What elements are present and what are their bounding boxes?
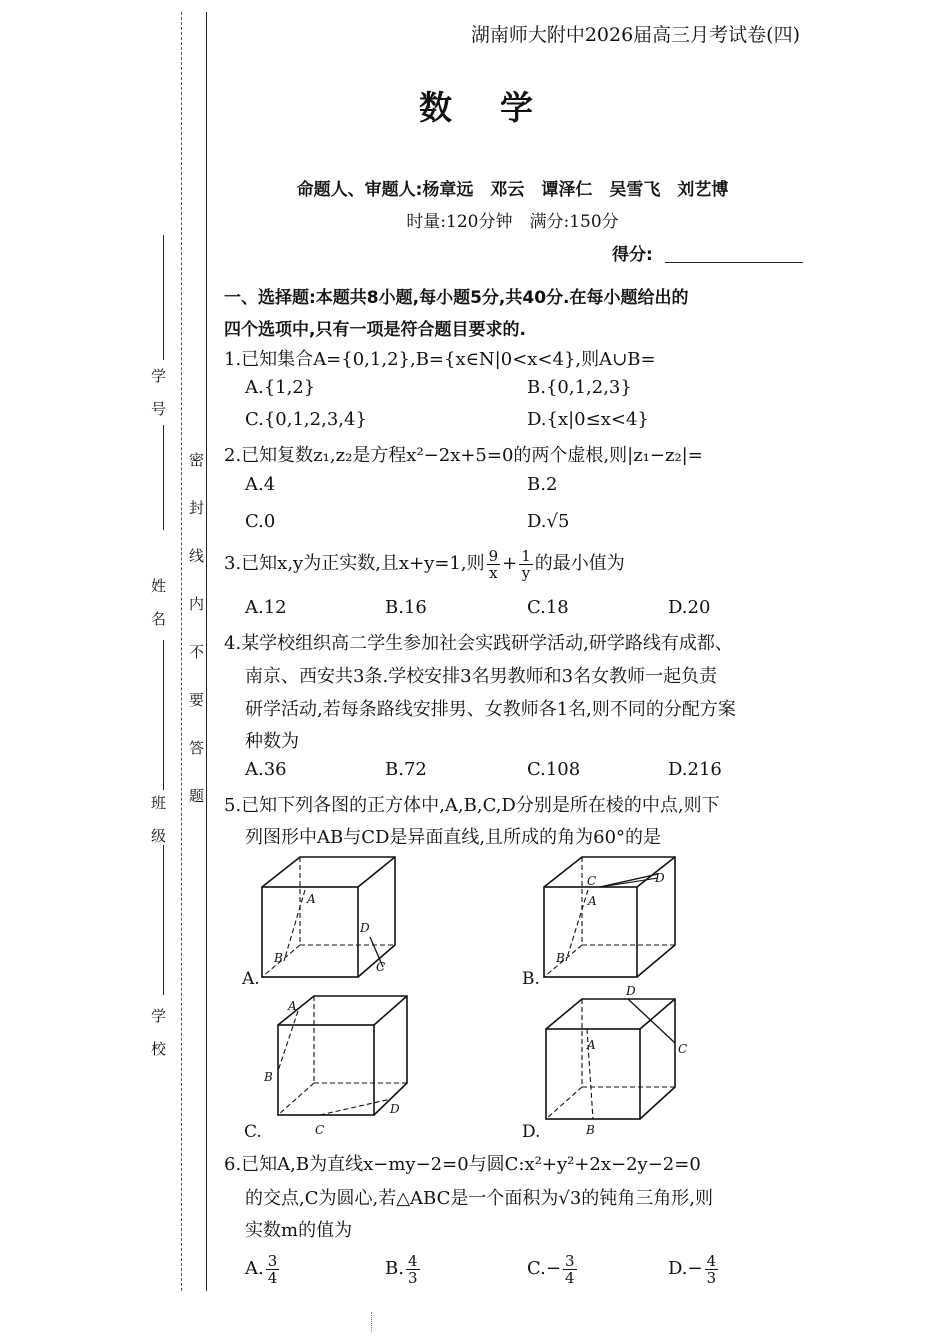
page-bottom-dots (371, 1312, 372, 1332)
section1-line2: 四个选项中,只有一项是符合题目要求的. (224, 320, 526, 340)
q4-option-d[interactable]: D.216 (668, 759, 722, 780)
q6-c-num: 3 (564, 1251, 575, 1270)
fig-b-point-a: A (588, 894, 597, 908)
q6-line-2: 的交点,C为圆心,若△ABC是一个面积为√3的钝角三角形,则 (245, 1188, 714, 1209)
student-id-line (163, 235, 164, 360)
q1-stem-math: A={0,1,2},B={x∈N|0<x<4},则A∪B= (313, 349, 656, 370)
q3-stem-a: 3.已知x,y为正实数,且x+y=1,则 (224, 553, 485, 574)
q3-frac1-den: x (489, 563, 498, 582)
q6-d-frac (705, 1253, 719, 1286)
q6-line-3: 实数m的值为 (245, 1220, 353, 1241)
q2-option-a[interactable]: A.4 (245, 474, 276, 495)
fig-c-point-b: B (264, 1070, 273, 1084)
name-line (163, 425, 164, 530)
q3-plus: + (502, 553, 518, 574)
q5-figure-d[interactable] (520, 983, 695, 1141)
q4-option-b[interactable]: B.72 (385, 759, 427, 780)
q6-d-num: 4 (706, 1251, 717, 1270)
q3-option-a[interactable]: A.12 (245, 597, 287, 618)
page-title: 数学 (419, 88, 581, 127)
q6-option-d[interactable] (668, 1250, 720, 1288)
q4-line-4: 种数为 (245, 731, 299, 752)
q3-option-b[interactable]: B.16 (385, 597, 427, 618)
q6-c-den: 4 (564, 1268, 575, 1287)
q6-d-prefix: D. (668, 1258, 688, 1279)
q1-option-a[interactable]: A.{1,2} (245, 377, 316, 398)
q5-figure-c[interactable] (240, 993, 415, 1141)
q6-b-frac (406, 1253, 420, 1286)
score-blank[interactable] (665, 262, 803, 263)
q3-frac-1 (487, 548, 501, 581)
q6-b-den: 3 (407, 1268, 418, 1287)
q1-option-c[interactable]: C.{0,1,2,3,4} (245, 409, 367, 430)
q3-frac2-den: y (521, 563, 531, 582)
authors-line: 命题人、审题人:杨章远 邓云 谭泽仁 吴雪飞 刘艺博 (296, 180, 729, 200)
q5-figure-a[interactable] (240, 855, 410, 990)
q4-line-2: 南京、西安共3条.学校安排3名男教师和3名女教师一起负责 (245, 666, 718, 687)
q6-line-1: 6.已知A,B为直线x−my−2=0与圆C:x²+y²+2x−2y−2=0 (224, 1154, 701, 1175)
seal-warning: 密封线内不要答题 (187, 452, 205, 836)
q6-b-num: 4 (407, 1251, 418, 1270)
fig-c-point-c: C (315, 1123, 325, 1137)
student-id-label: 学号 (149, 368, 167, 434)
q2-option-d[interactable]: D.√5 (527, 511, 570, 532)
q6-a-prefix: A. (245, 1258, 264, 1279)
q3-frac1-num: 9 (488, 546, 499, 565)
q4-line-3: 研学活动,若每条路线安排男、女教师各1名,则不同的分配方案 (245, 699, 736, 720)
q4-option-c[interactable]: C.108 (527, 759, 581, 780)
class-line (163, 640, 164, 790)
fig-a-point-c: C (376, 960, 386, 974)
q6-option-c[interactable] (527, 1250, 579, 1288)
q1-option-d[interactable]: D.{x|0≤x<4} (527, 409, 649, 430)
q3-stem (224, 545, 625, 583)
q2-option-c[interactable]: C.0 (245, 511, 276, 532)
q6-d-den: 3 (706, 1268, 717, 1287)
q6-b-prefix: B. (385, 1258, 404, 1279)
q1-option-b[interactable]: B.{0,1,2,3} (527, 377, 632, 398)
q2-stem: 2.已知复数z₁,z₂是方程x²−2x+5=0的两个虚根,则|z₁−z₂|= (224, 445, 703, 466)
q6-option-a[interactable] (245, 1250, 281, 1288)
fig-d-point-b: B (586, 1123, 595, 1137)
q6-a-frac (266, 1253, 280, 1286)
q5-line-1: 5.已知下列各图的正方体中,A,B,C,D分别是所在棱的中点,则下 (224, 795, 720, 816)
fig-a-label: A. (242, 969, 260, 989)
fig-b-point-c: C (587, 874, 597, 888)
q5-line-2: 列图形中AB与CD是异面直线,且所成的角为60°的是 (245, 827, 662, 848)
school-label: 学校 (149, 1008, 167, 1074)
fig-d-point-c: C (678, 1042, 688, 1056)
fig-a-point-a: A (307, 892, 316, 906)
q1-stem (224, 345, 656, 371)
q6-option-b[interactable] (385, 1250, 422, 1288)
name-label: 姓名 (149, 578, 167, 644)
fig-b-point-b: B (556, 951, 565, 965)
q3-frac-2 (519, 548, 533, 581)
q3-option-c[interactable]: C.18 (527, 597, 569, 618)
fold-dashed-line (181, 12, 182, 1291)
q6-a-num: 3 (267, 1251, 278, 1270)
fig-a-point-b: B (274, 951, 283, 965)
exam-header: 湖南师大附中2026届高三月考试卷(四) (470, 24, 800, 46)
q2-option-b[interactable]: B.2 (527, 474, 558, 495)
q3-stem-b: 的最小值为 (534, 553, 625, 574)
fig-d-point-d: D (626, 984, 636, 998)
q4-option-a[interactable]: A.36 (245, 759, 287, 780)
q6-d-sign: − (687, 1258, 703, 1279)
section1-line1: 一、选择题:本题共8小题,每小题5分,共40分.在每小题给出的 (224, 288, 689, 308)
fig-b-point-d: D (655, 871, 665, 885)
fig-d-label: D. (522, 1122, 541, 1141)
q6-c-prefix: C. (527, 1258, 546, 1279)
fig-c-point-d: D (390, 1102, 400, 1116)
time-info: 时量:120分钟 满分:150分 (406, 212, 619, 232)
fig-a-point-d: D (360, 921, 370, 935)
fig-b-label: B. (522, 969, 540, 989)
q5-figure-b[interactable] (520, 855, 690, 990)
fig-c-label: C. (244, 1122, 262, 1141)
score-label: 得分: (612, 245, 653, 265)
class-label: 班级 (149, 795, 167, 861)
fig-c-point-a: A (288, 999, 297, 1013)
school-line (163, 845, 164, 995)
q1-stem-prefix: 1.已知集合 (224, 349, 314, 370)
q3-frac2-num: 1 (521, 546, 531, 565)
q3-option-d[interactable]: D.20 (668, 597, 711, 618)
q6-a-den: 4 (267, 1268, 278, 1287)
q6-c-sign: − (545, 1258, 561, 1279)
q6-c-frac (563, 1253, 577, 1286)
q4-line-1: 4.某学校组织高二学生参加社会实践研学活动,研学路线有成都、 (224, 633, 733, 654)
fig-d-point-a: A (587, 1038, 596, 1052)
